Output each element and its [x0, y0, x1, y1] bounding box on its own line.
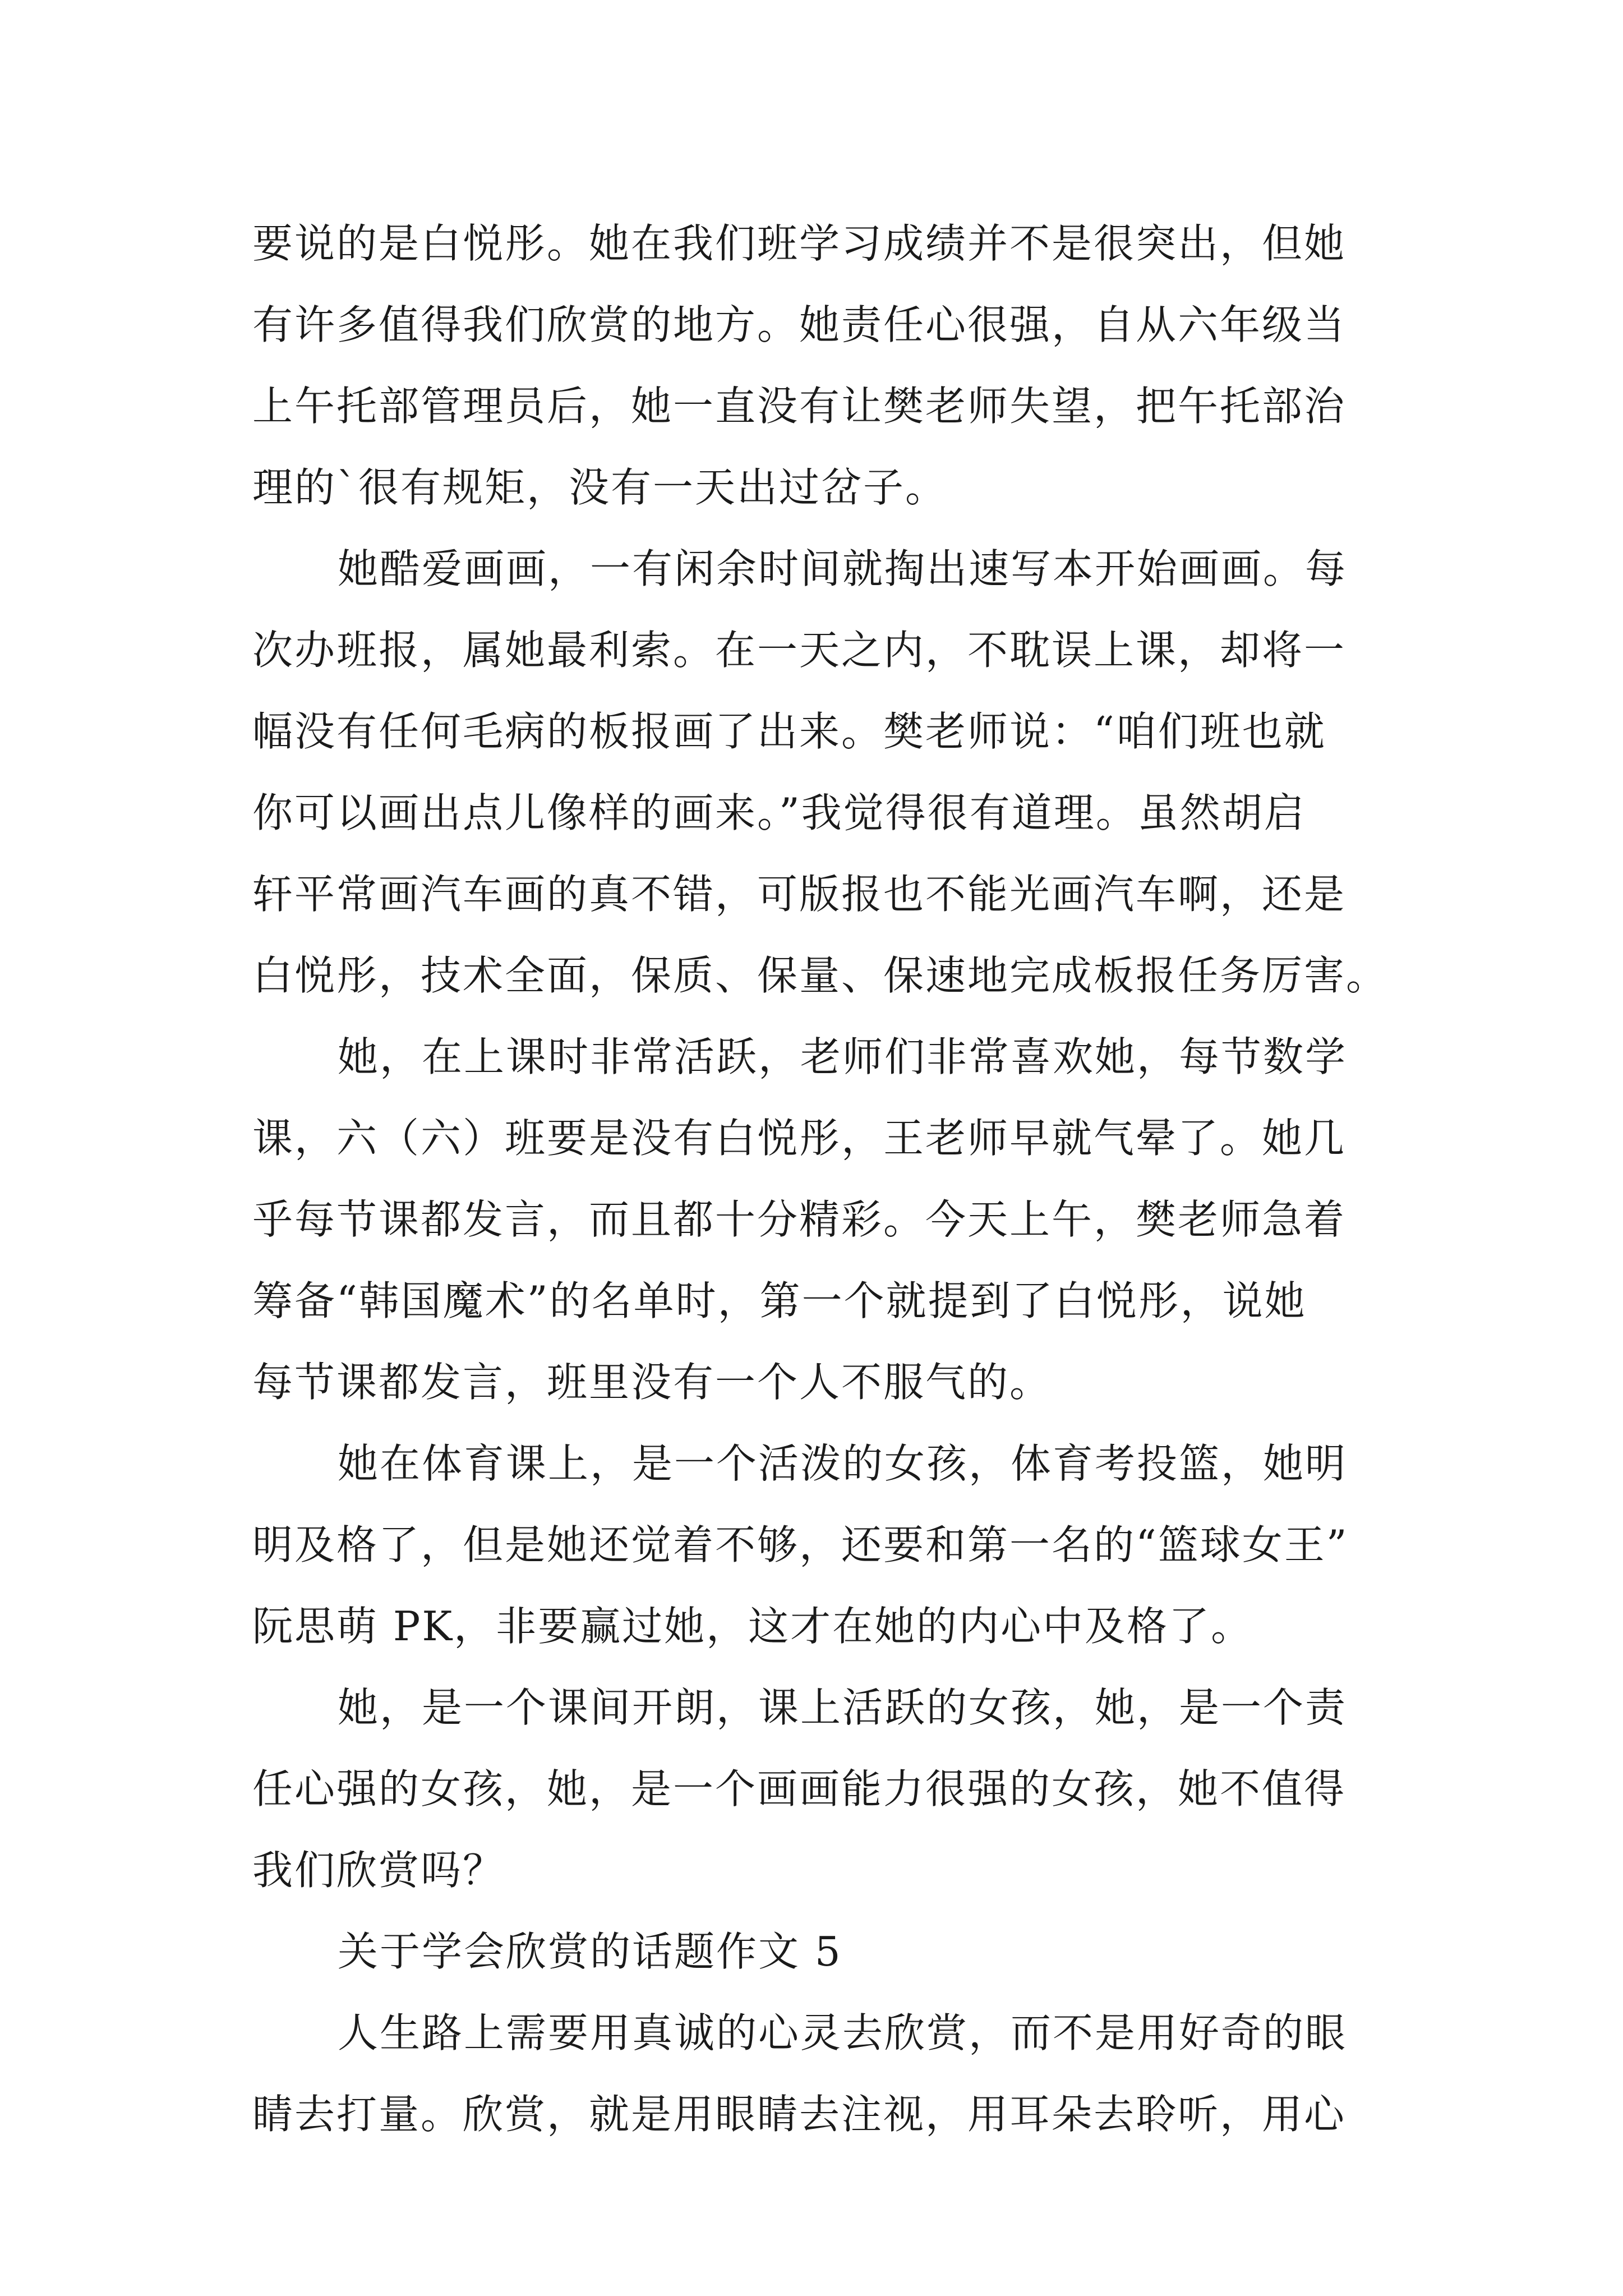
- text-line: 明及格了，但是她还觉着不够，还要和第一名的“篮球女王”: [252, 1521, 1349, 1568]
- paragraph-first-line: 她在体育课上，是一个活泼的女孩，体育考投篮，她明: [338, 1440, 1348, 1487]
- text-line: 有许多值得我们欣赏的地方。她责任心很强，自从六年级当: [252, 301, 1347, 348]
- text-line: 乎每节课都发言，而且都十分精彩。今天上午，樊老师急着: [252, 1196, 1347, 1243]
- text-line: 任心强的女孩，她，是一个画画能力很强的女孩，她不值得: [252, 1765, 1347, 1812]
- text-line: 次办班报，属她最利索。在一天之内，不耽误上课，却将一: [252, 627, 1347, 674]
- text-line: 筹备“韩国魔术”的名单时，第一个就提到了白悦彤，说她: [252, 1277, 1307, 1324]
- paragraph-first-line: 人生路上需要用真诚的心灵去欣赏，而不是用好奇的眼: [338, 2009, 1348, 2056]
- essay-body: [252, 203, 1389, 2155]
- text-line: 睛去打量。欣赏，就是用眼睛去注视，用耳朵去聆听，用心: [252, 2091, 1347, 2138]
- text-line: 上午托部管理员后，她一直没有让樊老师失望，把午托部治: [252, 383, 1347, 430]
- paragraph-first-line: 她酷爱画画，一有闲余时间就掏出速写本开始画画。每: [338, 545, 1348, 592]
- paragraph-first-line: 她，是一个课间开朗，课上活跃的女孩，她，是一个责: [338, 1684, 1348, 1731]
- paragraph-first-line: 她，在上课时非常活跃，老师们非常喜欢她，每节数学: [338, 1033, 1348, 1080]
- text-line: 你可以画出点儿像样的画来。”我觉得很有道理。虽然胡启: [252, 789, 1306, 836]
- section-heading: 关于学会欣赏的话题作文 5: [338, 1928, 842, 1975]
- text-line: 轩平常画汽车画的真不错，可版报也不能光画汽车啊，还是: [252, 871, 1347, 918]
- text-line: 课，六（六）班要是没有白悦彤，王老师早就气晕了。她几: [252, 1115, 1347, 1162]
- text-line: 我们欣赏吗？: [252, 1847, 505, 1894]
- text-line: 白悦彤，技术全面，保质、保量、保速地完成板报任务厉害。: [252, 952, 1389, 999]
- text-line: 阮思萌 PK，非要赢过她，这才在她的内心中及格了。: [252, 1603, 1253, 1650]
- text-line: 每节课都发言，班里没有一个人不服气的。: [252, 1359, 1052, 1406]
- text-line: 幅没有任何毛病的板报画了出来。樊老师说：“咱们班也就: [252, 708, 1326, 755]
- text-line: 要说的是白悦彤。她在我们班学习成绩并不是很突出，但她: [252, 220, 1347, 267]
- text-line: 理的`很有规矩，没有一天出过岔子。: [252, 464, 948, 511]
